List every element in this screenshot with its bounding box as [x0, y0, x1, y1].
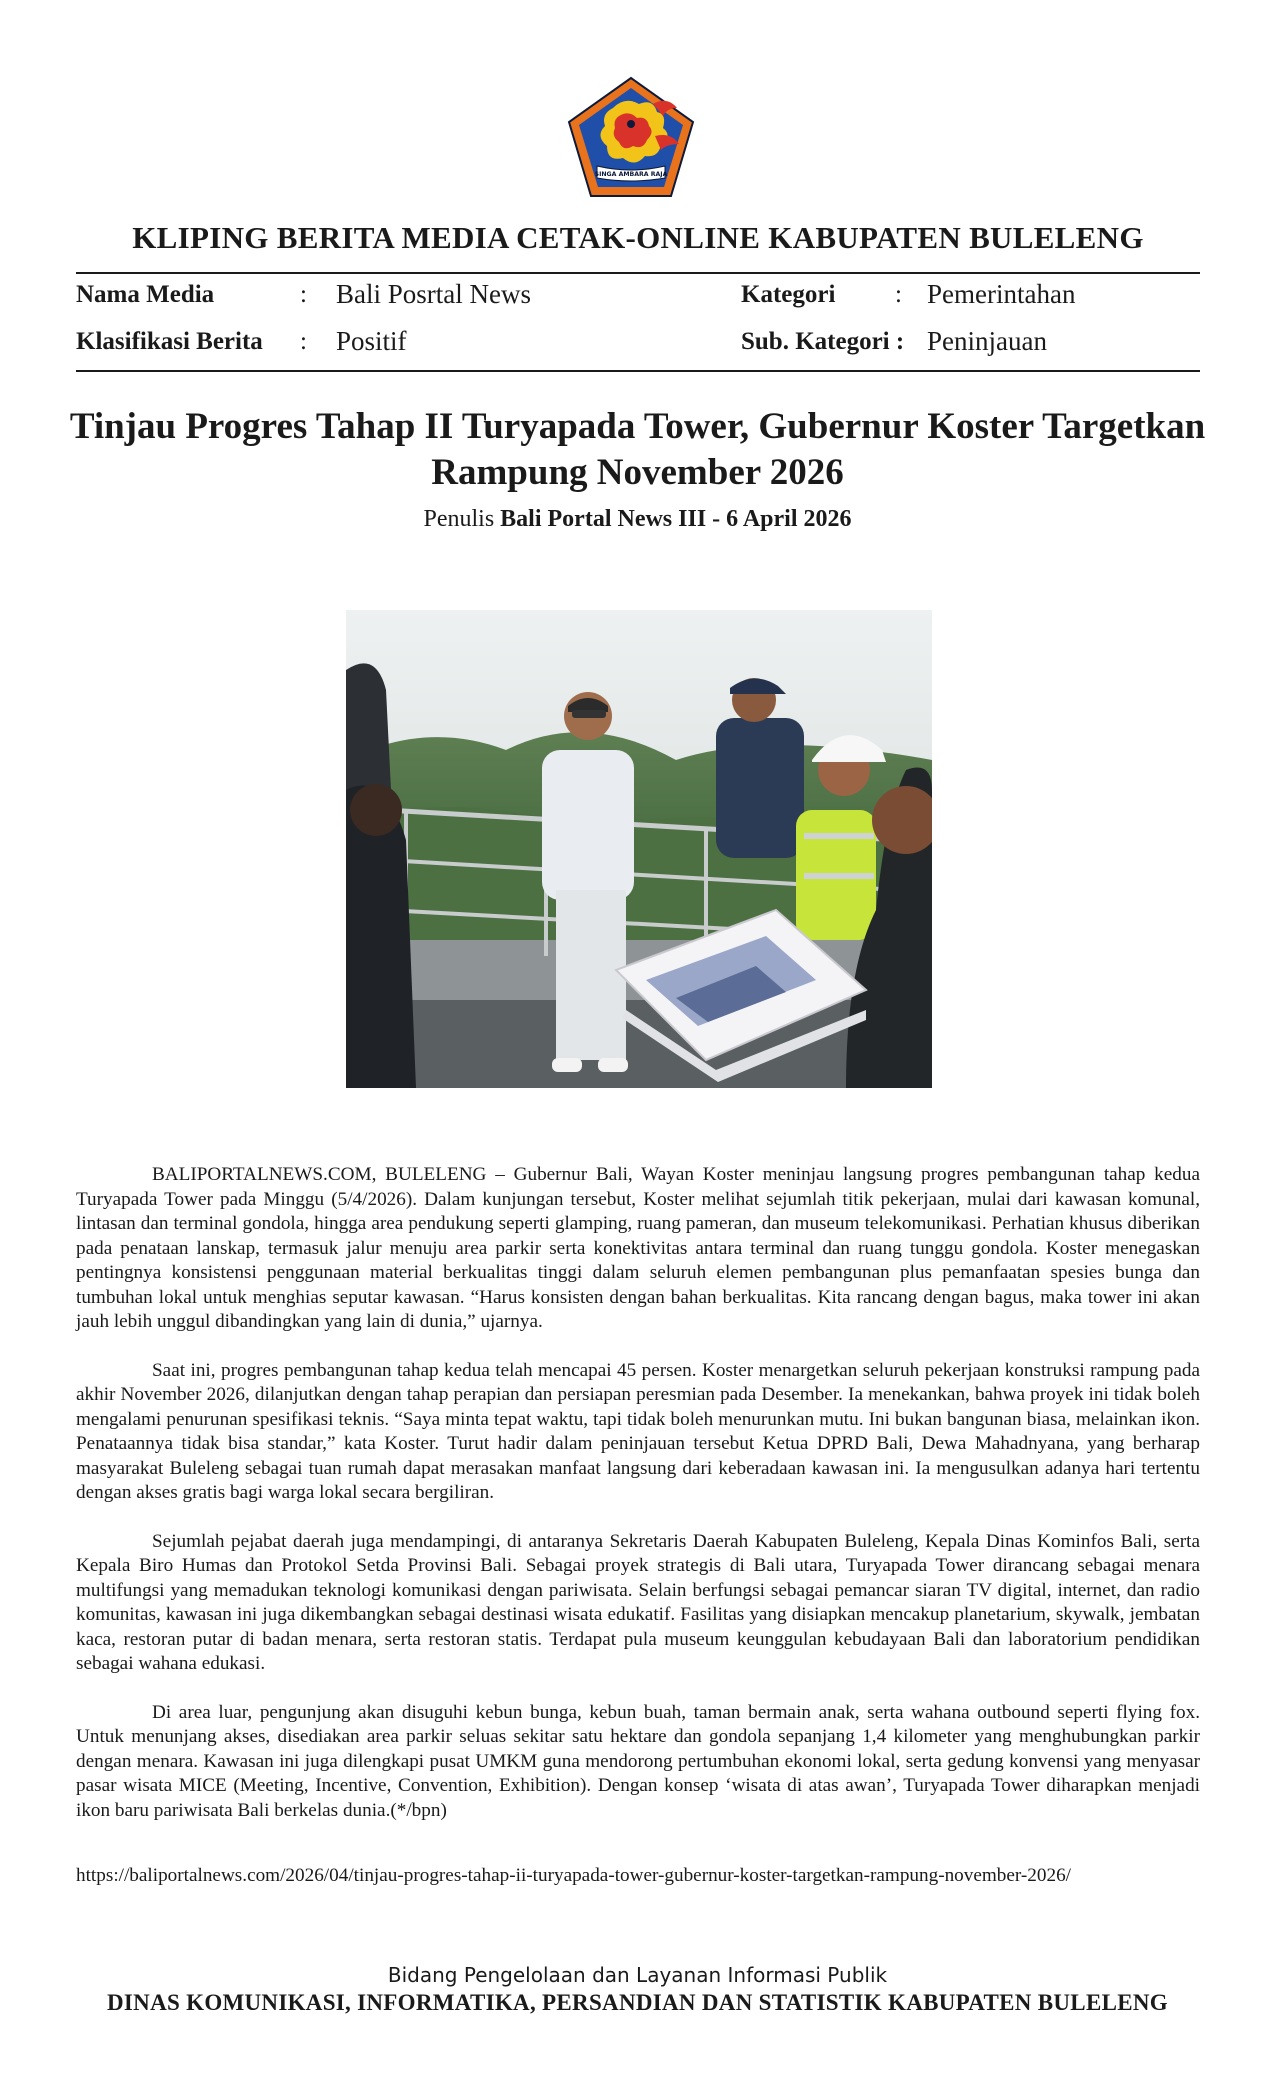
article-paragraph-2: Saat ini, progres pembangunan tahap kedua telah mencapai 45 persen. Koster menargetkan seluruh pekerjaan konstruksi rampung pada akhir November 2026, dilanjutkan dengan tahap perapian dan persiapan peresmian pada Desember. Ia menekankan, bahwa proyek ini tidak boleh mengalami penurunan spesifikasi teknis. “Saya minta tepat waktu, tapi tidak boleh menurunkan mutu. Ini bukan bangunan biasa, melainkan ikon. Penataannya tidak bisa standar,” kata Koster. Turut hadir dalam peninjauan tersebut Ketua DPRD Bali, Dewa Mahadnyana, yang berharap masyarakat Buleleng sebagai tuan rumah dapat merasakan manfaat langsung dari keberadaan kawasan ini. Ia mengusulkan adanya hari tertentu dengan akses gratis bagi warga lokal secara bergiliran. — [76, 1359, 1200, 1503]
category-colon: : — [895, 281, 902, 308]
article-paragraph-1: BALIPORTALNEWS.COM, BULELENG – Gubernur Bali, Wayan Koster meninjau langsung progres pembangunan tahap kedua Turyapada Tower pada Minggu (5/4/2026). Dalam kunjungan tersebut, Koster melihat sejumlah titik pekerjaan, mulai dari kawasan komunal, lintasan dan terminal gondola, hingga area pendukung seperti glamping, ruang pameran, dan museum telekomunikasi. Perhatian khusus diberikan pada penataan lanskap, termasuk jalur menuju area parkir serta konektivitas antara terminal dan ruang tunggu gondola. Koster menegaskan pentingnya konsistensi penggunaan material berkualitas tinggi dalam seluruh elemen pembangunan plus pemanfaatan spesies bunga dan tumbuhan lokal untuk menghias seputar kawasan. “Harus konsisten dengan bahan berkualitas. Kita rancang dengan bagus, maka tower ini akan jauh lebih unggul dibandingkan yang lain di dunia,” ujarnya. — [76, 1164, 1200, 1332]
headline-line-1: Tinjau Progres Tahap II Turyapada Tower, Gubernur Koster Targetkan — [69, 406, 1206, 447]
clipping-header-title: KLIPING BERITA MEDIA CETAK-ONLINE KABUPATEN BULELENG — [132, 220, 1144, 255]
classification-label: Klasifikasi Berita — [76, 328, 263, 355]
category-label: Kategori — [741, 281, 836, 308]
category-value: Pemerintahan — [927, 279, 1076, 309]
buleleng-crest-logo — [563, 74, 699, 200]
footer-agency: DINAS KOMUNIKASI, INFORMATIKA, PERSANDIAN DAN STATISTIK KABUPATEN BULELENG — [107, 1990, 1168, 2015]
article-paragraph-4: Di area luar, pengunjung akan disuguhi kebun bunga, kebun buah, taman bermain anak, serta wahana outbound seperti flying fox. Untuk menunjang akses, disediakan area parkir seluas sekitar satu hektare dan gondola sepanjang 1,4 kilometer yang menghubungkan parkir dengan menara. Kawasan ini juga dilengkapi pusat UMKM guna mendorong pertumbuhan ekonomi lokal, serta gedung konvensi yang menyasar pasar wisata MICE (Meeting, Incentive, Convention, Exhibition). Dengan konsep ‘wisata di atas awan’, Turyapada Tower diharapkan menjadi ikon baru pariwisata Bali berkelas dunia.(*/bpn) — [76, 1701, 1200, 1821]
article-paragraph-3: Sejumlah pejabat daerah juga mendampingi, di antaranya Sekretaris Daerah Kabupaten Buleleng, Kepala Dinas Kominfos Bali, serta Kepala Biro Humas dan Protokol Setda Provinsi Bali. Sebagai proyek strategis di Bali utara, Turyapada Tower dirancang sebagai menara multifungsi yang memadukan teknologi komunikasi dengan pariwisata. Selain berfungsi sebagai pemancar siaran TV digital, internet, dan radio komunitas, kawasan ini juga dikembangkan sebagai destinasi wisata edukatif. Fasilitas yang disiapkan mencakup planetarium, skywalk, jembatan kaca, restoran putar di badan menara, serta restoran statis. Terdapat pula museum keunggulan kebudayaan Bali dan laboratorium pendidikan sebagai wahana edukasi. — [76, 1530, 1200, 1674]
byline-prefix: Penulis — [423, 506, 495, 532]
subcategory-label: Sub. Kategori : — [741, 328, 905, 355]
classification-value: Positif — [336, 326, 407, 356]
header-rule-bottom — [76, 370, 1200, 372]
byline-author: Bali Portal News III - 6 April 2026 — [500, 506, 852, 532]
article-byline — [60, 506, 1215, 533]
media-name-label: Nama Media — [76, 281, 215, 308]
headline-line-2: Rampung November 2026 — [431, 452, 844, 493]
classification-colon: : — [300, 328, 307, 355]
article-headline — [60, 404, 1215, 496]
crest-motto: SINGA AMBARA RAJA — [594, 171, 668, 178]
header-rule-top — [76, 272, 1200, 274]
site-visit-photo — [346, 610, 932, 1088]
source-url-link[interactable]: https://baliportalnews.com/2026/04/tinjau-progres-tahap-ii-turyapada-tower-gubernur-koster-targetkan-rampung-november-2026/ — [76, 1865, 1072, 1886]
article-body — [76, 1163, 1200, 1823]
media-name-value: Bali Posrtal News — [336, 279, 531, 309]
media-name-colon: : — [300, 281, 307, 308]
footer-department: Bidang Pengelolaan dan Layanan Informasi Publik — [387, 1963, 888, 1987]
subcategory-value: Peninjauan — [927, 326, 1047, 356]
